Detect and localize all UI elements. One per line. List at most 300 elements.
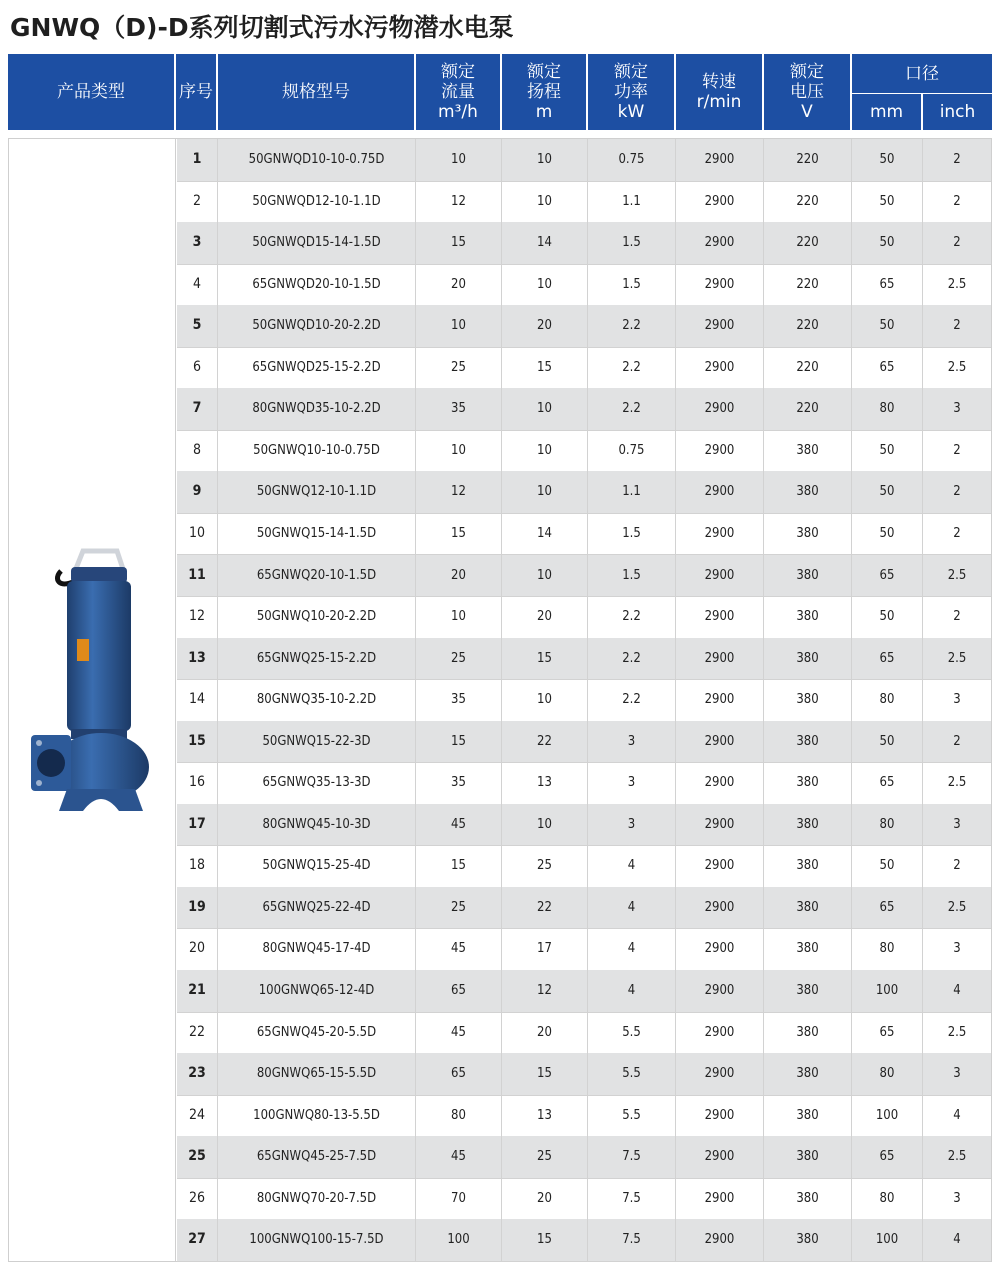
cell-voltage: 380 (763, 430, 851, 472)
cell-head: 15 (501, 638, 587, 680)
cell-flow: 10 (415, 596, 501, 638)
cell-no: 22 (188, 1023, 206, 1040)
cell-voltage: 220 (763, 181, 851, 223)
table-row (177, 762, 991, 805)
cell-voltage: 380 (763, 928, 851, 970)
cell-no: 17 (188, 815, 206, 832)
cell-power: 2.2 (587, 638, 675, 680)
cell-speed: 2900 (675, 638, 763, 680)
cell-model: 65GNWQ45-25-7.5D (217, 1136, 415, 1178)
cell-flow: 65 (415, 970, 501, 1012)
cell-power: 3 (587, 762, 675, 804)
cell-speed: 2900 (675, 513, 763, 555)
cell-speed: 2900 (675, 721, 763, 763)
cell-speed: 2900 (675, 887, 763, 929)
cell-no: 1 (192, 151, 202, 167)
cell-inch: 3 (922, 928, 991, 970)
cell-flow: 80 (415, 1095, 501, 1137)
cell-voltage: 380 (763, 1136, 851, 1178)
cell-voltage: 380 (763, 555, 851, 597)
cell-power: 4 (587, 928, 675, 970)
cell-no: 15 (188, 732, 206, 749)
cell-model: 50GNWQ12-10-1.1D (217, 471, 415, 513)
cell-flow: 15 (415, 222, 501, 264)
header-head-line2: 扬程 (527, 82, 561, 102)
cell-speed: 2900 (675, 970, 763, 1012)
cell-speed: 2900 (675, 1178, 763, 1220)
cell-head: 22 (501, 721, 587, 763)
table-row (177, 139, 991, 182)
cell-mm: 80 (851, 679, 922, 721)
cell-model: 65GNWQD20-10-1.5D (217, 264, 415, 306)
cell-head: 20 (501, 1012, 587, 1054)
header-power-line2: 功率 (614, 82, 648, 102)
header-speed-unit: r/min (696, 92, 742, 112)
cell-model: 65GNWQ35-13-3D (217, 762, 415, 804)
cell-head: 10 (501, 555, 587, 597)
cell-model: 50GNWQ10-20-2.2D (217, 596, 415, 638)
table-row (177, 928, 991, 971)
cell-power: 5.5 (587, 1012, 675, 1054)
page-title: GNWQ（D)-D系列切割式污水污物潜水电泵 (10, 13, 514, 42)
table-row (177, 679, 991, 722)
cell-power: 2.2 (587, 347, 675, 389)
header-speed-line1: 转速 (702, 72, 736, 92)
table-row (177, 305, 991, 348)
cell-head: 12 (501, 970, 587, 1012)
cell-head: 10 (501, 181, 587, 223)
table-row (177, 388, 991, 431)
header-voltage-line1: 额定 (790, 62, 824, 82)
cell-model: 80GNWQ65-15-5.5D (217, 1053, 415, 1095)
cell-power: 2.2 (587, 305, 675, 347)
cell-flow: 65 (415, 1053, 501, 1095)
cell-head: 14 (501, 513, 587, 555)
cell-voltage: 220 (763, 347, 851, 389)
cell-speed: 2900 (675, 264, 763, 306)
cell-head: 13 (501, 762, 587, 804)
header-flow-line1: 额定 (441, 62, 475, 82)
cell-speed: 2900 (675, 181, 763, 223)
cell-model: 80GNWQ35-10-2.2D (217, 679, 415, 721)
cell-mm: 65 (851, 762, 922, 804)
cell-inch: 3 (922, 1053, 991, 1095)
cell-head: 25 (501, 1136, 587, 1178)
cell-flow: 10 (415, 305, 501, 347)
cell-mm: 80 (851, 804, 922, 846)
cell-model: 65GNWQ25-22-4D (217, 887, 415, 929)
table-row (177, 887, 991, 930)
cell-model: 50GNWQD10-10-0.75D (217, 139, 415, 181)
table-row (177, 471, 991, 514)
cell-flow: 70 (415, 1178, 501, 1220)
table-row (177, 181, 991, 224)
cell-speed: 2900 (675, 679, 763, 721)
cell-flow: 15 (415, 845, 501, 887)
cell-power: 0.75 (587, 139, 675, 181)
cell-inch: 2 (922, 139, 991, 181)
cell-speed: 2900 (675, 222, 763, 264)
cell-mm: 65 (851, 555, 922, 597)
cell-inch: 2 (922, 721, 991, 763)
table-row (177, 845, 991, 888)
cell-speed: 2900 (675, 388, 763, 430)
header-caliber-inch-label: inch (939, 102, 976, 122)
header-model (218, 54, 414, 130)
cell-power: 1.5 (587, 222, 675, 264)
header-voltage-unit: V (801, 102, 813, 122)
cell-power: 5.5 (587, 1053, 675, 1095)
cell-voltage: 380 (763, 845, 851, 887)
cell-mm: 65 (851, 264, 922, 306)
cell-model: 100GNWQ100-15-7.5D (217, 1219, 415, 1261)
cell-speed: 2900 (675, 762, 763, 804)
cell-mm: 100 (851, 1219, 922, 1261)
cell-inch: 2.5 (922, 347, 991, 389)
cell-power: 7.5 (587, 1219, 675, 1261)
cell-speed: 2900 (675, 1053, 763, 1095)
cell-inch: 2.5 (922, 264, 991, 306)
cell-head: 10 (501, 430, 587, 472)
cell-power: 2.2 (587, 596, 675, 638)
cell-no: 8 (192, 441, 201, 458)
cell-head: 15 (501, 1053, 587, 1095)
cell-voltage: 380 (763, 804, 851, 846)
cell-voltage: 380 (763, 721, 851, 763)
cell-voltage: 380 (763, 887, 851, 929)
cell-head: 17 (501, 928, 587, 970)
cell-no: 7 (192, 400, 202, 417)
header-flow-line2: 流量 (441, 82, 475, 102)
table-row (177, 1136, 991, 1179)
cell-voltage: 380 (763, 1219, 851, 1261)
cell-mm: 50 (851, 139, 922, 181)
product-image-cell (9, 139, 176, 1261)
cell-inch: 2 (922, 430, 991, 472)
cell-mm: 50 (851, 305, 922, 347)
table-row (177, 430, 991, 473)
cell-model: 50GNWQ15-25-4D (217, 845, 415, 887)
header-flow-unit: m³/h (438, 102, 478, 122)
cell-inch: 3 (922, 388, 991, 430)
cell-flow: 45 (415, 804, 501, 846)
cell-head: 10 (501, 679, 587, 721)
cell-head: 10 (501, 139, 587, 181)
cell-mm: 65 (851, 887, 922, 929)
cell-inch: 2 (922, 845, 991, 887)
cell-flow: 25 (415, 638, 501, 680)
cell-no: 12 (188, 608, 206, 625)
header-seq-label: 序号 (179, 82, 213, 102)
header-speed (676, 54, 762, 130)
cell-inch: 4 (922, 1219, 991, 1261)
table-row (177, 1053, 991, 1096)
cell-model: 50GNWQD15-14-1.5D (217, 222, 415, 264)
header-product-type (8, 54, 174, 130)
cell-power: 1.5 (587, 264, 675, 306)
cell-flow: 45 (415, 1136, 501, 1178)
cell-mm: 80 (851, 928, 922, 970)
cell-voltage: 220 (763, 305, 851, 347)
cell-model: 50GNWQ15-22-3D (217, 721, 415, 763)
cell-mm: 65 (851, 1012, 922, 1054)
cell-voltage: 380 (763, 1012, 851, 1054)
cell-voltage: 220 (763, 388, 851, 430)
cell-inch: 2 (922, 222, 991, 264)
cell-mm: 65 (851, 347, 922, 389)
cell-no: 6 (192, 358, 201, 375)
cell-model: 100GNWQ65-12-4D (217, 970, 415, 1012)
header-head (502, 54, 586, 130)
cell-mm: 50 (851, 596, 922, 638)
cell-voltage: 220 (763, 264, 851, 306)
header-seq (176, 54, 216, 130)
cell-mm: 100 (851, 1095, 922, 1137)
cell-power: 3 (587, 721, 675, 763)
cell-no: 13 (188, 649, 206, 666)
cell-inch: 2.5 (922, 1012, 991, 1054)
cell-model: 100GNWQ80-13-5.5D (217, 1095, 415, 1137)
cell-flow: 35 (415, 679, 501, 721)
cell-power: 1.1 (587, 181, 675, 223)
cell-head: 15 (501, 347, 587, 389)
cell-no: 20 (188, 940, 206, 957)
cell-mm: 50 (851, 181, 922, 223)
cell-speed: 2900 (675, 1012, 763, 1054)
cell-no: 2 (192, 192, 201, 209)
submersible-pump-image (9, 139, 175, 1261)
cell-inch: 3 (922, 1178, 991, 1220)
cell-inch: 3 (922, 679, 991, 721)
header-power-unit: kW (617, 102, 645, 122)
cell-no: 4 (192, 275, 201, 292)
cell-flow: 20 (415, 555, 501, 597)
cell-model: 50GNWQ15-14-1.5D (217, 513, 415, 555)
cell-inch: 2 (922, 181, 991, 223)
cell-inch: 2 (922, 471, 991, 513)
cell-no: 9 (192, 483, 202, 500)
cell-power: 1.1 (587, 471, 675, 513)
header-caliber (852, 54, 992, 93)
cell-mm: 50 (851, 222, 922, 264)
cell-model: 65GNWQD25-15-2.2D (217, 347, 415, 389)
cell-mm: 50 (851, 845, 922, 887)
cell-inch: 2.5 (922, 1136, 991, 1178)
cell-speed: 2900 (675, 928, 763, 970)
cell-no: 19 (188, 898, 206, 915)
cell-mm: 80 (851, 388, 922, 430)
cell-no: 21 (188, 982, 206, 998)
cell-voltage: 380 (763, 1053, 851, 1095)
cell-power: 3 (587, 804, 675, 846)
cell-head: 13 (501, 1095, 587, 1137)
spec-table (8, 138, 992, 1262)
cell-no: 26 (188, 1189, 206, 1206)
cell-flow: 25 (415, 887, 501, 929)
table-row (177, 555, 991, 598)
cell-model: 65GNWQ25-15-2.2D (217, 638, 415, 680)
cell-flow: 100 (415, 1219, 501, 1261)
cell-head: 10 (501, 388, 587, 430)
cell-voltage: 380 (763, 471, 851, 513)
cell-voltage: 220 (763, 139, 851, 181)
cell-mm: 65 (851, 638, 922, 680)
cell-model: 80GNWQ45-17-4D (217, 928, 415, 970)
cell-no: 5 (192, 317, 202, 334)
cell-voltage: 380 (763, 513, 851, 555)
cell-no: 14 (188, 691, 206, 708)
header-flow (416, 54, 500, 130)
cell-power: 7.5 (587, 1136, 675, 1178)
header-caliber-mm-label: mm (869, 102, 904, 122)
cell-model: 50GNWQ10-10-0.75D (217, 430, 415, 472)
cell-voltage: 380 (763, 970, 851, 1012)
cell-flow: 12 (415, 471, 501, 513)
cell-speed: 2900 (675, 804, 763, 846)
cell-mm: 65 (851, 1136, 922, 1178)
cell-power: 0.75 (587, 430, 675, 472)
table-header (8, 54, 992, 130)
cell-head: 25 (501, 845, 587, 887)
cell-head: 22 (501, 887, 587, 929)
header-model-label: 规格型号 (282, 82, 350, 102)
cell-inch: 2.5 (922, 887, 991, 929)
cell-head: 10 (501, 264, 587, 306)
table-row (177, 222, 991, 265)
cell-speed: 2900 (675, 1219, 763, 1261)
header-caliber-label: 口径 (905, 63, 939, 84)
cell-model: 80GNWQ45-10-3D (217, 804, 415, 846)
cell-mm: 100 (851, 970, 922, 1012)
table-row (177, 596, 991, 639)
cell-no: 27 (188, 1231, 206, 1248)
header-power-line1: 额定 (614, 62, 648, 82)
cell-mm: 50 (851, 471, 922, 513)
cell-head: 20 (501, 596, 587, 638)
cell-no: 23 (188, 1065, 206, 1082)
cell-flow: 10 (415, 430, 501, 472)
table-row (177, 1219, 991, 1262)
cell-speed: 2900 (675, 305, 763, 347)
header-voltage-line2: 电压 (790, 82, 824, 102)
cell-inch: 2.5 (922, 762, 991, 804)
cell-power: 4 (587, 970, 675, 1012)
cell-head: 10 (501, 804, 587, 846)
cell-inch: 2 (922, 513, 991, 555)
cell-no: 24 (188, 1106, 206, 1123)
cell-speed: 2900 (675, 430, 763, 472)
cell-power: 1.5 (587, 513, 675, 555)
cell-speed: 2900 (675, 1095, 763, 1137)
cell-voltage: 220 (763, 222, 851, 264)
cell-no: 18 (188, 857, 206, 874)
cell-head: 20 (501, 305, 587, 347)
cell-flow: 15 (415, 721, 501, 763)
header-voltage (764, 54, 850, 130)
table-row (177, 970, 991, 1013)
cell-voltage: 380 (763, 1178, 851, 1220)
cell-voltage: 380 (763, 1095, 851, 1137)
cell-voltage: 380 (763, 679, 851, 721)
cell-no: 11 (188, 566, 206, 583)
cell-inch: 3 (922, 804, 991, 846)
cell-head: 20 (501, 1178, 587, 1220)
header-caliber-mm (852, 94, 921, 130)
cell-flow: 45 (415, 928, 501, 970)
cell-mm: 50 (851, 430, 922, 472)
cell-power: 4 (587, 845, 675, 887)
table-row (177, 264, 991, 307)
cell-inch: 2 (922, 305, 991, 347)
header-head-unit: m (535, 102, 553, 122)
cell-inch: 4 (922, 970, 991, 1012)
cell-power: 4 (587, 887, 675, 929)
table-row (177, 804, 991, 847)
cell-speed: 2900 (675, 555, 763, 597)
cell-model: 65GNWQ20-10-1.5D (217, 555, 415, 597)
cell-model: 50GNWQD12-10-1.1D (217, 181, 415, 223)
cell-inch: 4 (922, 1095, 991, 1137)
header-power (588, 54, 674, 130)
cell-voltage: 380 (763, 596, 851, 638)
table-row (177, 1095, 991, 1138)
cell-model: 80GNWQ70-20-7.5D (217, 1178, 415, 1220)
cell-model: 80GNWQD35-10-2.2D (217, 388, 415, 430)
cell-flow: 25 (415, 347, 501, 389)
cell-speed: 2900 (675, 471, 763, 513)
cell-power: 2.2 (587, 388, 675, 430)
header-product-type-label: 产品类型 (57, 82, 125, 102)
cell-power: 7.5 (587, 1178, 675, 1220)
cell-head: 10 (501, 471, 587, 513)
cell-power: 5.5 (587, 1095, 675, 1137)
cell-flow: 35 (415, 388, 501, 430)
cell-voltage: 380 (763, 638, 851, 680)
cell-head: 15 (501, 1219, 587, 1261)
header-caliber-inch (923, 94, 992, 130)
table-row (177, 721, 991, 764)
cell-speed: 2900 (675, 845, 763, 887)
cell-mm: 50 (851, 513, 922, 555)
cell-flow: 10 (415, 139, 501, 181)
cell-speed: 2900 (675, 1136, 763, 1178)
cell-flow: 15 (415, 513, 501, 555)
table-row (177, 638, 991, 681)
table-row (177, 513, 991, 556)
cell-head: 14 (501, 222, 587, 264)
cell-mm: 80 (851, 1053, 922, 1095)
cell-inch: 2 (922, 596, 991, 638)
cell-power: 2.2 (587, 679, 675, 721)
cell-model: 65GNWQ45-20-5.5D (217, 1012, 415, 1054)
cell-power: 1.5 (587, 555, 675, 597)
cell-speed: 2900 (675, 347, 763, 389)
table-row (177, 347, 991, 390)
cell-speed: 2900 (675, 139, 763, 181)
header-head-line1: 额定 (527, 62, 561, 82)
cell-flow: 12 (415, 181, 501, 223)
table-row (177, 1012, 991, 1055)
cell-no: 25 (188, 1148, 206, 1165)
table-row (177, 1178, 991, 1221)
cell-inch: 2.5 (922, 638, 991, 680)
cell-flow: 45 (415, 1012, 501, 1054)
cell-no: 10 (188, 524, 206, 541)
cell-no: 3 (192, 234, 202, 251)
cell-flow: 35 (415, 762, 501, 804)
cell-mm: 80 (851, 1178, 922, 1220)
cell-no: 16 (188, 774, 206, 791)
